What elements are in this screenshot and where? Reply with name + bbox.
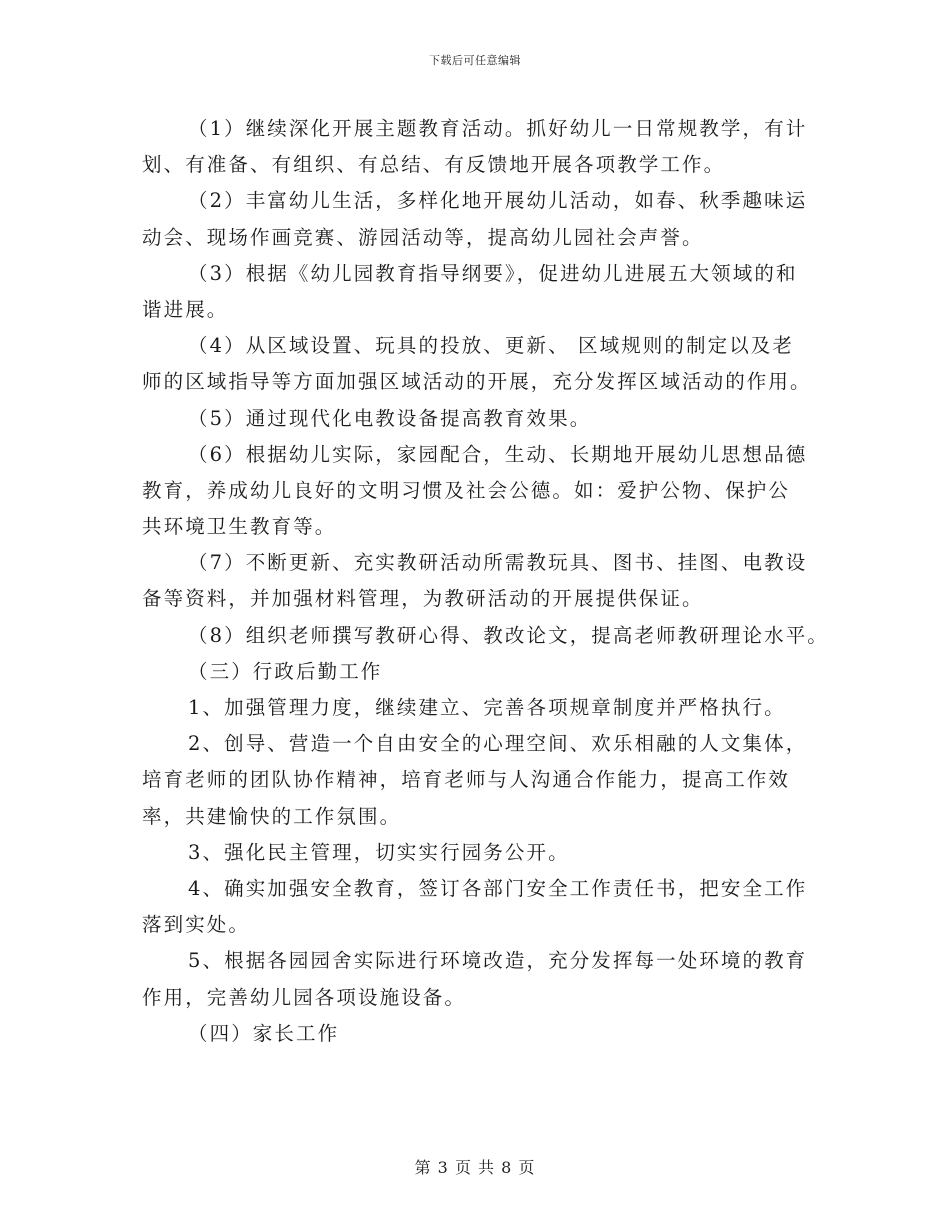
text-line: 备等资料，并加强材料管理，为教研活动的开展提供保证。 [142, 587, 704, 611]
text-line: （6）根据幼儿实际，家园配合，生动、长期地开展幼儿思想品德 [188, 442, 808, 466]
text-line: （4）从区域设置、玩具的投放、更新、 区域规则的制定以及老 [188, 334, 795, 358]
text-line: 5、根据各园园舍实际进行环境改造，充分发挥每一处环境的教育 [188, 949, 808, 973]
text-line: （四）家长工作 [188, 1021, 340, 1045]
text-line: （三）行政后勤工作 [188, 659, 383, 683]
page-header: 下载后可任意编辑 [429, 54, 521, 67]
text-line: 动会、现场作画竞赛、游园活动等，提高幼儿园社会声誉。 [142, 225, 704, 249]
text-line: 教育，养成幼儿良好的文明习惯及社会公德。如：爱护公物、保护公 [142, 478, 791, 502]
text-line: 3、强化民主管理，切实实行园务公开。 [188, 840, 570, 864]
text-line: 率，共建愉快的工作氛围。 [142, 804, 402, 828]
text-line: （1）继续深化开展主题教育活动。抓好幼儿一日常规教学，有计 [188, 117, 808, 140]
text-line: 4、确实加强安全教育，签订各部门安全工作责任书，把安全工作 [188, 876, 808, 900]
text-line: 2、创导、营造一个自由安全的心理空间、欢乐相融的人文集体， [188, 732, 808, 756]
text-line: （2）丰富幼儿生活，多样化地开展幼儿活动，如春、秋季趣味运 [188, 189, 808, 213]
text-line: （7）不断更新、充实教研活动所需教玩具、图书、挂图、电教设 [188, 551, 808, 575]
text-line: 共环境卫生教育等。 [142, 515, 337, 539]
text-line: 培育老师的团队协作精神，培育老师与人沟通合作能力，提高工作效 [142, 768, 791, 792]
text-line: 师的区域指导等方面加强区域活动的开展，充分发挥区域活动的作用。 [142, 370, 812, 394]
text-line: （8）组织老师撰写教研心得、教改论文，提高老师教研理论水平。 [188, 623, 829, 647]
text-line: 划、有准备、有组织、有总结、有反馈地开展各项教学工作。 [142, 153, 726, 177]
text-line: （5）通过现代化电教设备提高教育效果。 [188, 406, 592, 430]
text-line: 1、加强管理力度，继续建立、完善各项规章制度并严格执行。 [188, 696, 786, 719]
text-line: 落到实处。 [142, 913, 251, 937]
text-line: 谐进展。 [142, 297, 229, 321]
text-line: （3）根据《幼儿园教育指导纲要》，促进幼儿进展五大领域的和 [188, 261, 798, 285]
page-footer: 第 3 页 共 8 页 [414, 1158, 536, 1177]
text-line: 作用，完善幼儿园各项设施设备。 [142, 985, 467, 1009]
document-body [142, 111, 829, 1052]
